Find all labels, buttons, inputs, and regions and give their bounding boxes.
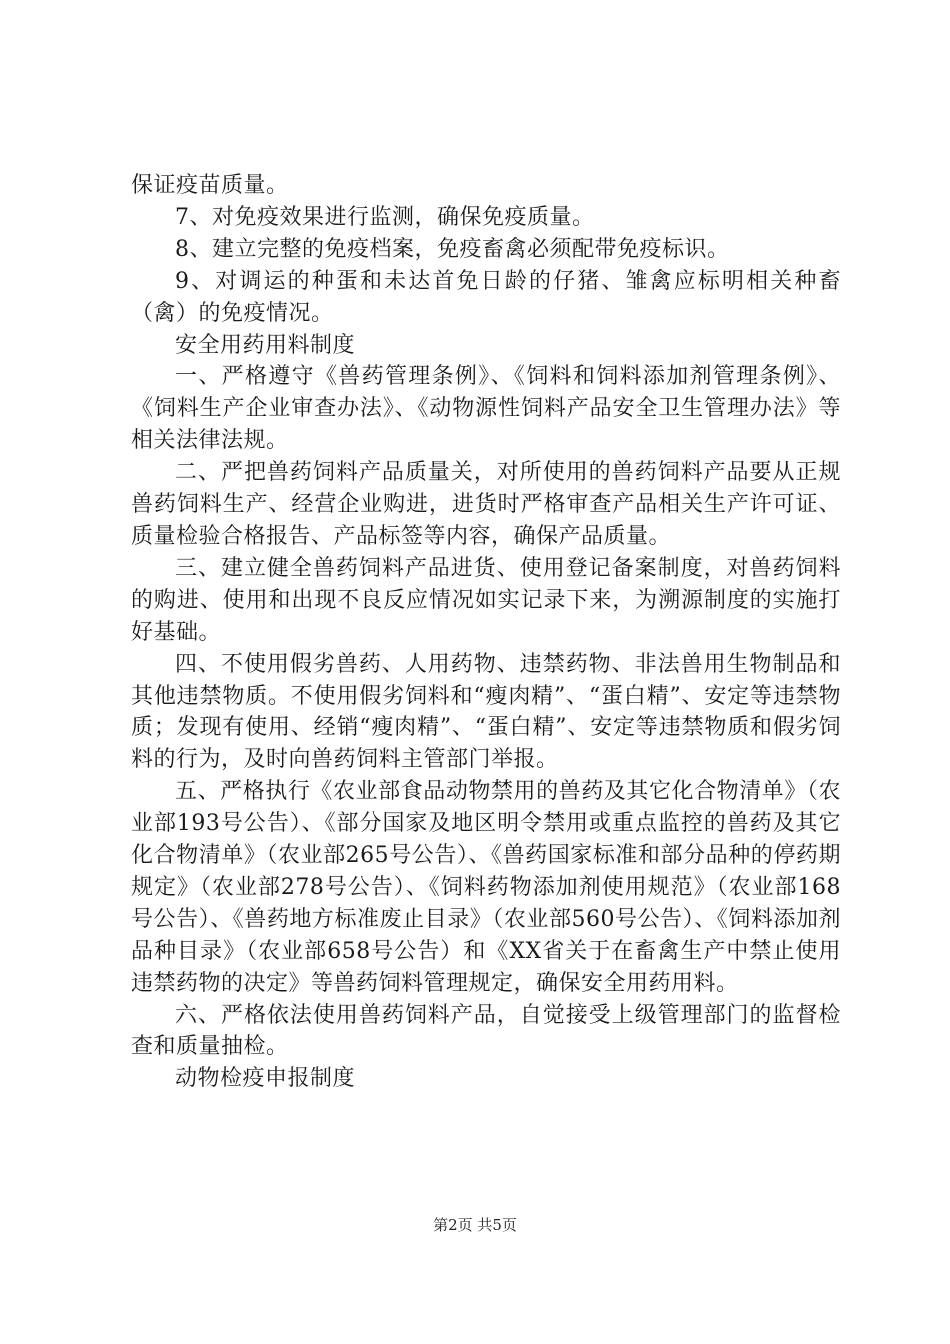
paragraph-rule-2: 二、严把兽药饲料产品质量关，对所使用的兽药饲料产品要从正规兽药饲料生产、经营企业购进，进货时严格审查产品相关生产许可证、质量检验合格报告、产品标签等内容，确保产品质量。 — [131, 460, 841, 549]
document-body — [131, 170, 841, 1095]
paragraph-continuation: 保证疫苗质量。 — [131, 173, 289, 198]
paragraph-rule-6: 六、严格依法使用兽药饲料产品，自觉接受上级管理部门的监督检查和质量抽检。 — [131, 1002, 841, 1060]
paragraph-rule-1: 一、严格遵守《兽药管理条例》、《饲料和饲料添加剂管理条例》、《饲料生产企业审查办法》、《动物源性饲料产品安全卫生管理办法》等相关法律法规。 — [131, 364, 841, 454]
page-footer: 第2页 共5页 — [433, 1216, 517, 1234]
paragraph-rule-4: 四、不使用假劣兽药、人用药物、违禁药物、非法兽用生物制品和其他违禁物质。不使用假劣饲料和“瘦肉精”、“蛋白精”、安定等违禁物质；发现有使用、经销“瘦肉精”、“蛋白精”、安定等违禁物质和假劣饲料的行为，及时向兽药饲料主管部门举报。 — [131, 651, 841, 773]
paragraph-rule-3: 三、建立健全兽药饲料产品进货、使用登记备案制度，对兽药饲料的购进、使用和出现不良反应情况如实记录下来，为溯源制度的实施打好基础。 — [131, 555, 841, 645]
paragraph-item-7: 7、对免疫效果进行监测，确保免疫质量。 — [175, 204, 595, 230]
section-heading-quarantine: 动物检疫申报制度 — [175, 1066, 356, 1092]
paragraph-item-8: 8、建立完整的免疫档案，免疫畜禽必须配带免疫标识。 — [175, 236, 730, 262]
paragraph-rule-5: 五、严格执行《农业部食品动物禁用的兽药及其它化合物清单》（农业部193号公告）、《部分国家及地区明令禁用或重点监控的兽药及其它化合物清单》（农业部265号公告）、《兽药国家标准和部分品种的停药期规定》（农业部278号公告）、《饲料药物添加剂使用规范》（农业部168号公告）、《兽药地方标准废止目录》（农业部560号公告）、《饲料添加剂品种目录》（农业部658号公告）和《XX省关于在畜禽生产中禁止使用违禁药物的决定》等兽药饲料管理规定，确保安全用药用料。 — [131, 779, 841, 996]
section-heading-safe-drug-use: 安全用药用料制度 — [175, 332, 356, 358]
paragraph-item-9: 9、对调运的种蛋和未达首免日龄的仔猪、雏禽应标明相关种畜（禽）的免疫情况。 — [131, 268, 841, 326]
